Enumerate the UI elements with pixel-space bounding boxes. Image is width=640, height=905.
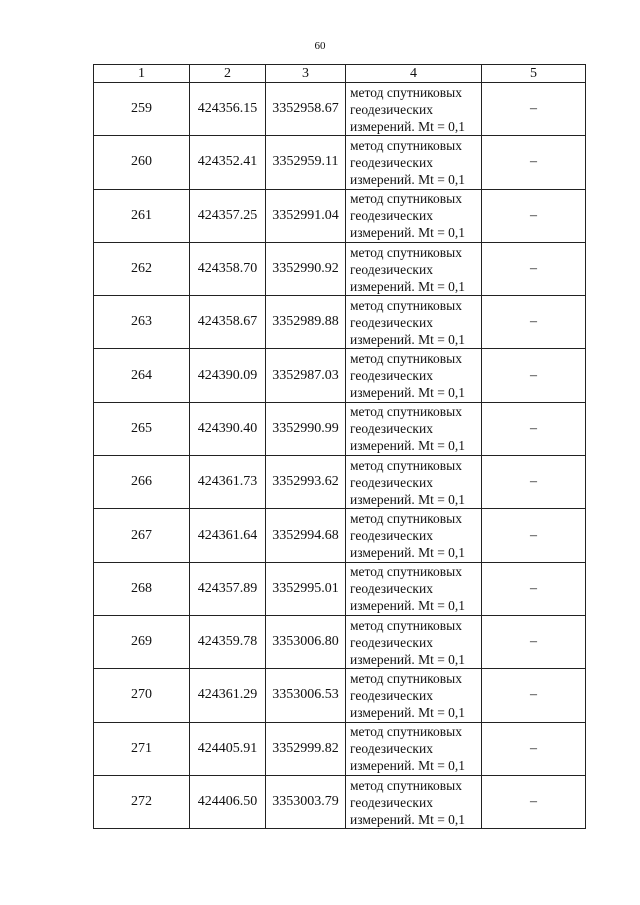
note-cell: – [482,456,586,509]
table-row [94,775,586,828]
y-coordinate-cell: 3352999.82 [266,722,346,775]
y-coordinate-cell: 3352990.99 [266,402,346,455]
method-line: измерений. Mt = 0,1 [350,758,466,774]
point-number-cell: 264 [94,349,190,402]
y-coordinate-cell: 3352989.88 [266,296,346,349]
method-cell [346,136,482,189]
point-number-cell: 272 [94,775,190,828]
point-number-cell: 267 [94,509,190,562]
table-row [94,509,586,562]
method-line: геодезических [350,154,433,170]
method-line: измерений. Mt = 0,1 [350,598,466,614]
table-row [94,349,586,402]
table-row [94,136,586,189]
method-line: геодезических [350,208,433,224]
method-line: измерений. Mt = 0,1 [350,171,466,187]
method-line: геодезических [350,634,433,650]
method-line: метод спутниковых [350,670,462,686]
note-cell: – [482,296,586,349]
method-line: метод спутниковых [350,564,462,580]
point-number-cell: 266 [94,456,190,509]
method-line: геодезических [350,581,433,597]
table-row [94,83,586,136]
note-cell: – [482,242,586,295]
x-coordinate-cell: 424359.78 [190,615,266,668]
x-coordinate-cell: 424361.64 [190,509,266,562]
table-body [94,83,586,829]
table-row [94,669,586,722]
table-header [94,65,586,83]
method-line: измерений. Mt = 0,1 [350,438,466,454]
note-cell: – [482,402,586,455]
method-line: геодезических [350,421,433,437]
method-line: геодезических [350,368,433,384]
note-cell: – [482,136,586,189]
coordinates-table [93,64,586,829]
y-coordinate-cell: 3352994.68 [266,509,346,562]
method-line: метод спутниковых [350,244,462,260]
method-cell [346,83,482,136]
y-coordinate-cell: 3353003.79 [266,775,346,828]
method-line: метод спутниковых [350,404,462,420]
point-number-cell: 259 [94,83,190,136]
x-coordinate-cell: 424390.40 [190,402,266,455]
method-line: метод спутниковых [350,137,462,153]
method-cell [346,509,482,562]
method-line: измерений. Mt = 0,1 [350,331,466,347]
method-cell [346,189,482,242]
table-row [94,189,586,242]
method-line: геодезических [350,474,433,490]
x-coordinate-cell: 424358.70 [190,242,266,295]
table-row [94,562,586,615]
x-coordinate-cell: 424356.15 [190,83,266,136]
x-coordinate-cell: 424361.73 [190,456,266,509]
method-cell [346,669,482,722]
point-number-cell: 269 [94,615,190,668]
table-row [94,242,586,295]
method-cell [346,775,482,828]
table-row [94,615,586,668]
method-line: измерений. Mt = 0,1 [350,545,466,561]
method-line: метод спутниковых [350,457,462,473]
method-line: измерений. Mt = 0,1 [350,385,466,401]
point-number-cell: 261 [94,189,190,242]
x-coordinate-cell: 424405.91 [190,722,266,775]
y-coordinate-cell: 3352991.04 [266,189,346,242]
x-coordinate-cell: 424358.67 [190,296,266,349]
table-row [94,296,586,349]
column-header-4: 4 [346,65,482,83]
method-line: измерений. Mt = 0,1 [350,651,466,667]
note-cell: – [482,669,586,722]
y-coordinate-cell: 3352959.11 [266,136,346,189]
header-row [94,65,586,83]
method-line: метод спутниковых [350,191,462,207]
x-coordinate-cell: 424352.41 [190,136,266,189]
method-cell [346,242,482,295]
page-number: 60 [314,40,326,52]
method-cell [346,349,482,402]
method-line: метод спутниковых [350,297,462,313]
y-coordinate-cell: 3352990.92 [266,242,346,295]
method-line: измерений. Mt = 0,1 [350,278,466,294]
method-line: геодезических [350,314,433,330]
y-coordinate-cell: 3352993.62 [266,456,346,509]
method-cell [346,402,482,455]
method-line: метод спутниковых [350,351,462,367]
method-line: геодезических [350,528,433,544]
method-line: геодезических [350,794,433,810]
note-cell: – [482,509,586,562]
method-cell [346,615,482,668]
x-coordinate-cell: 424357.25 [190,189,266,242]
note-cell: – [482,83,586,136]
method-line: метод спутниковых [350,777,462,793]
method-line: геодезических [350,101,433,117]
point-number-cell: 260 [94,136,190,189]
method-line: метод спутниковых [350,511,462,527]
method-line: измерений. Mt = 0,1 [350,811,466,827]
method-line: метод спутниковых [350,724,462,740]
note-cell: – [482,349,586,402]
point-number-cell: 271 [94,722,190,775]
method-line: измерений. Mt = 0,1 [350,704,466,720]
method-line: метод спутниковых [350,84,462,100]
method-cell [346,456,482,509]
table-row [94,722,586,775]
y-coordinate-cell: 3353006.53 [266,669,346,722]
y-coordinate-cell: 3352995.01 [266,562,346,615]
y-coordinate-cell: 3352958.67 [266,83,346,136]
x-coordinate-cell: 424361.29 [190,669,266,722]
note-cell: – [482,615,586,668]
note-cell: – [482,775,586,828]
point-number-cell: 265 [94,402,190,455]
method-line: измерений. Mt = 0,1 [350,491,466,507]
column-header-1: 1 [94,65,190,83]
table-row [94,456,586,509]
x-coordinate-cell: 424390.09 [190,349,266,402]
note-cell: – [482,722,586,775]
point-number-cell: 263 [94,296,190,349]
point-number-cell: 270 [94,669,190,722]
method-cell [346,562,482,615]
y-coordinate-cell: 3353006.80 [266,615,346,668]
point-number-cell: 268 [94,562,190,615]
method-line: измерений. Mt = 0,1 [350,225,466,241]
table-row [94,402,586,455]
method-line: геодезических [350,687,433,703]
column-header-5: 5 [482,65,586,83]
column-header-3: 3 [266,65,346,83]
method-line: геодезических [350,741,433,757]
method-line: измерений. Mt = 0,1 [350,118,466,134]
x-coordinate-cell: 424406.50 [190,775,266,828]
method-cell [346,722,482,775]
method-line: метод спутниковых [350,617,462,633]
x-coordinate-cell: 424357.89 [190,562,266,615]
point-number-cell: 262 [94,242,190,295]
column-header-2: 2 [190,65,266,83]
method-cell [346,296,482,349]
method-line: геодезических [350,261,433,277]
note-cell: – [482,189,586,242]
y-coordinate-cell: 3352987.03 [266,349,346,402]
note-cell: – [482,562,586,615]
